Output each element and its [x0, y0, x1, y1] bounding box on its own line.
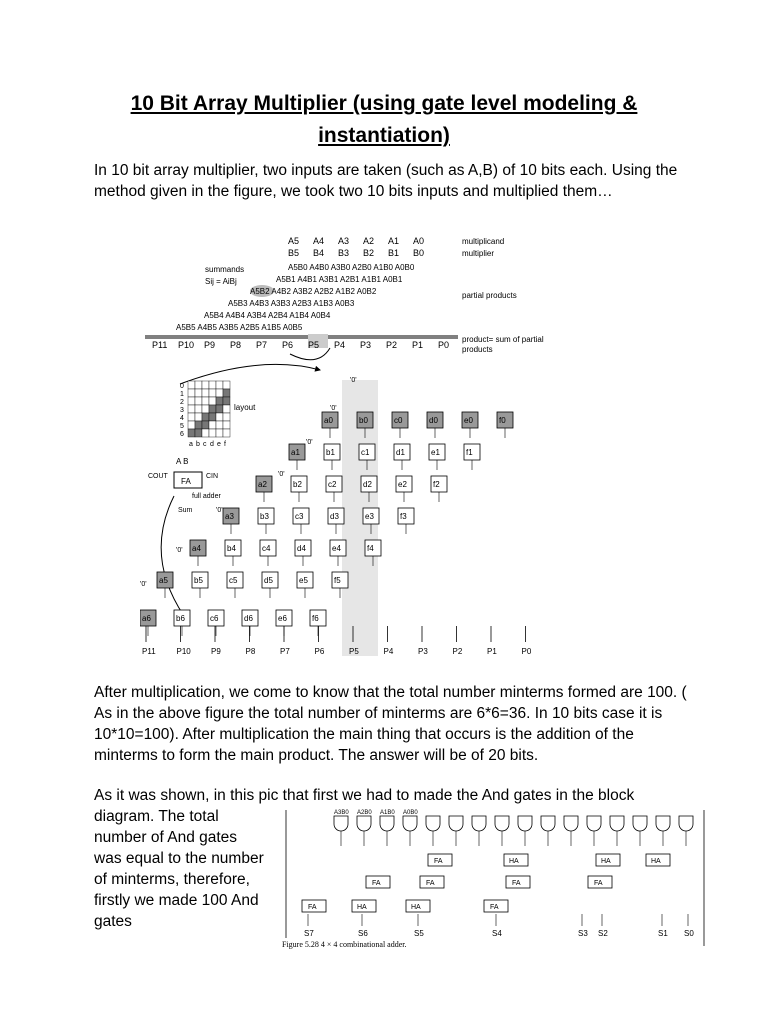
layout-cell — [216, 421, 223, 429]
and-gate — [587, 816, 601, 831]
and-gate — [564, 816, 578, 831]
product-bit: P3 — [360, 340, 372, 350]
multiplicand-bit: A0 — [413, 236, 425, 246]
and-gate — [656, 816, 670, 831]
adder-cell-label: b2 — [293, 480, 302, 489]
title-line-2: instantiation) — [318, 124, 450, 147]
layout-cell — [195, 397, 202, 405]
adder-cell-label: f0 — [499, 416, 506, 425]
adder-cell-label: b4 — [227, 544, 236, 553]
layout-col-label: b — [196, 441, 200, 448]
svg-text:A5B2 A4B2 A3B2 A2B2 A1B2 A0B2: A5B2 A4B2 A3B2 A2B2 A1B2 A0B2 — [250, 287, 377, 296]
layout-cell — [216, 429, 223, 437]
layout-row-label: 0 — [180, 383, 184, 390]
fa-box-label: FA — [512, 880, 521, 887]
fa-box-label: FA — [308, 904, 317, 911]
product-sum-label-2: products — [462, 345, 493, 354]
adder-cell-label: d1 — [396, 448, 405, 457]
layout-cell — [216, 397, 223, 405]
layout-cell — [188, 381, 195, 389]
svg-text:A5B0 A4B0 A3B0 A2B0 A1B0 A0B0: A5B0 A4B0 A3B0 A2B0 A1B0 A0B0 — [288, 263, 415, 272]
fa-box-label: FA — [426, 880, 435, 887]
adder-cell-label: e5 — [299, 576, 308, 585]
layout-cell — [209, 381, 216, 389]
adder-cell-label: d6 — [244, 614, 253, 623]
and-gate — [518, 816, 532, 831]
ha-box-label: HA — [411, 904, 421, 911]
layout-cell — [223, 389, 230, 397]
multiplier-label: multiplier — [462, 249, 495, 258]
product-row — [152, 340, 449, 350]
layout-cell — [195, 405, 202, 413]
layout-cell — [195, 421, 202, 429]
adder-cell-label: a1 — [291, 448, 300, 457]
product-bit: P2 — [386, 340, 398, 350]
multiplicand-bit: A1 — [388, 236, 400, 246]
fa-box-label: FA — [372, 880, 381, 887]
adder-cell-label: a3 — [225, 512, 234, 521]
sij-label: Sij = AiBj — [205, 277, 237, 286]
zero-input-label: '0' — [278, 471, 285, 478]
layout-cell — [202, 429, 209, 437]
multiplicand-label: multiplicand — [462, 237, 505, 246]
output-label: P1 — [487, 647, 497, 656]
layout-cell — [223, 421, 230, 429]
layout-cell — [209, 405, 216, 413]
layout-cell — [223, 405, 230, 413]
adder-cell-label: a4 — [192, 544, 201, 553]
zero-input-label: '0' — [306, 439, 313, 446]
layout-cell — [188, 389, 195, 397]
multiplicand-bit: A2 — [363, 236, 375, 246]
adder-cell-label: f3 — [400, 512, 407, 521]
adder-cell-label: b6 — [176, 614, 185, 623]
title-line-1: 10 Bit Array Multiplier (using gate level modeling & — [130, 92, 638, 115]
adder-cell-label: e4 — [332, 544, 341, 553]
sum-output-label: S7 — [304, 929, 314, 938]
layout-row-label: 6 — [180, 431, 184, 438]
fa-cin-label: CIN — [206, 473, 219, 480]
layout-cell — [216, 381, 223, 389]
and-gate — [610, 816, 624, 831]
layout-col-label: c — [203, 441, 207, 448]
top-input-label: A1B0 — [380, 810, 395, 816]
and-gate — [495, 816, 509, 831]
product-bit: P9 — [204, 340, 216, 350]
adder-cell-label: d3 — [330, 512, 339, 521]
ha-box-label: HA — [357, 904, 367, 911]
fa-cout-label: COUT — [148, 473, 168, 480]
adder-cell-label: f5 — [334, 576, 341, 585]
layout-cell — [223, 413, 230, 421]
output-label: P7 — [280, 647, 290, 656]
layout-cell — [195, 381, 202, 389]
multiplier-bit: B3 — [338, 248, 350, 258]
layout-cell — [195, 429, 202, 437]
and-gate — [679, 816, 693, 831]
zero-input-label: '0' — [176, 547, 183, 554]
layout-cell — [195, 389, 202, 397]
layout-cell — [209, 397, 216, 405]
adder-cell-label: d2 — [363, 480, 372, 489]
zero-input-label: '0' — [140, 581, 147, 588]
full-adder-legend — [148, 457, 221, 616]
partial-products-label: partial products — [462, 291, 517, 300]
ha-box-label: HA — [651, 858, 661, 865]
multiplier-bit: B5 — [288, 248, 300, 258]
adder-cell-label: c6 — [210, 614, 219, 623]
layout-col-label: e — [217, 441, 221, 448]
layout-cell — [202, 381, 209, 389]
and-gate — [380, 816, 394, 831]
adder-cell-label: c0 — [394, 416, 403, 425]
adder-cell-label: b5 — [194, 576, 203, 585]
and-gates-paragraph-continued: diagram. The total number of And gates was equal to the number of minterms, therefore, firstly we made 100 And gates — [94, 808, 264, 930]
top-input-label: A0B0 — [403, 810, 418, 816]
zero-input-label: '0' — [330, 405, 337, 412]
layout-cell — [216, 405, 223, 413]
adder-cell-label: a6 — [142, 614, 151, 623]
and-gate — [334, 816, 348, 831]
multiplication-paragraph: After multiplication, we come to know that the total number minterms formed are 100. ( As in the above figure the total number of minterms are 6*6=36. In 10 bits case it is 10*10=100). After multiplication the main thing that occurs is the addition of the minterms to form the main product. The answer will be of 20 bits. — [94, 684, 687, 764]
fa-box-label: FA — [490, 904, 499, 911]
layout-cell — [195, 413, 202, 421]
layout-col-label: a — [189, 441, 193, 448]
adder-cell-label: d5 — [264, 576, 273, 585]
svg-text:A5B5 A4B5 A3B5 A2B5 A1B5 A0B5: A5B5 A4B5 A3B5 A2B5 A1B5 A0B5 — [176, 323, 303, 332]
product-sum-label-1: product= sum of partial — [462, 335, 544, 344]
output-label: P11 — [142, 647, 156, 656]
layout-label: layout — [234, 403, 256, 412]
and-gate — [472, 816, 486, 831]
output-label: P5 — [349, 647, 359, 656]
output-label: P6 — [314, 647, 325, 656]
fa-box-label: FA — [434, 858, 443, 865]
adder-cell-label: e0 — [464, 416, 473, 425]
product-bit: P8 — [230, 340, 242, 350]
layout-grid — [180, 381, 256, 448]
sum-output-label: S4 — [492, 929, 502, 938]
layout-cell — [202, 421, 209, 429]
bottom-outputs — [142, 626, 532, 656]
sum-output-label: S5 — [414, 929, 424, 938]
top-input-label: A2B0 — [357, 810, 372, 816]
product-bit: P6 — [282, 340, 294, 350]
array-multiplier-figure — [140, 234, 700, 664]
adder-cell-label: c5 — [229, 576, 238, 585]
and-gate — [403, 816, 417, 831]
sum-output-label: S3 — [578, 929, 588, 938]
multiplier-row — [288, 248, 424, 258]
ha-box-label: HA — [509, 858, 519, 865]
multiplicand-row — [288, 236, 424, 246]
layout-cell — [202, 397, 209, 405]
layout-cell — [188, 405, 195, 413]
adder-cell-label: f2 — [433, 480, 440, 489]
sum-output-label: S6 — [358, 929, 368, 938]
adder-cell-label: f1 — [466, 448, 473, 457]
layout-row-label: 1 — [180, 391, 184, 398]
adder-cell-label: c3 — [295, 512, 304, 521]
and-gates-paragraph-line: As it was shown, in this pic that first we had to made the And gates in the block — [94, 787, 635, 804]
zero-input-label: '0' — [216, 507, 223, 514]
top-input-label: A3B0 — [334, 810, 349, 816]
layout-cell — [188, 429, 195, 437]
product-bit: P10 — [178, 340, 195, 350]
adder-cell-label: e2 — [398, 480, 407, 489]
adder-cell-label: b3 — [260, 512, 269, 521]
layout-cell — [209, 389, 216, 397]
layout-row-label: 4 — [180, 415, 184, 422]
adder-cell-label: e1 — [431, 448, 440, 457]
adder-cell-label: c4 — [262, 544, 271, 553]
layout-cell — [209, 413, 216, 421]
adder-cell-label: b1 — [326, 448, 335, 457]
fa-ab-label: A B — [176, 457, 189, 466]
multiplier-bit: B4 — [313, 248, 325, 258]
adder-cell-label: e6 — [278, 614, 287, 623]
summands-label: summands — [205, 265, 245, 274]
layout-cell — [223, 429, 230, 437]
and-gate — [541, 816, 555, 831]
adder-cell-label: f6 — [312, 614, 319, 623]
fa-box-label: FA — [181, 477, 191, 486]
multiplicand-bit: A5 — [288, 236, 300, 246]
multiplier-bit: B0 — [413, 248, 425, 258]
output-label: P0 — [521, 647, 532, 656]
combinational-adder-figure — [278, 806, 708, 956]
output-label: P8 — [245, 647, 256, 656]
layout-cell — [209, 429, 216, 437]
intro-paragraph: In 10 bit array multiplier, two inputs are taken (such as A,B) of 10 bits each. Using the method given in the figure, we took two 10 bits inputs and multiplied them… — [94, 162, 678, 200]
layout-cell — [188, 421, 195, 429]
svg-text:A5B3 A4B3 A3B3 A2B3 A1B3 A0B3: A5B3 A4B3 A3B3 A2B3 A1B3 A0B3 — [228, 299, 355, 308]
multiplicand-bit: A4 — [313, 236, 325, 246]
product-bit: P4 — [334, 340, 346, 350]
layout-cell — [188, 413, 195, 421]
layout-cell — [202, 405, 209, 413]
sum-output-label: S2 — [598, 929, 608, 938]
product-bit: P11 — [152, 340, 168, 350]
ha-box-label: HA — [601, 858, 611, 865]
adder-cell-label: a0 — [324, 416, 333, 425]
layout-row-label: 2 — [180, 399, 184, 406]
adder-cell-label: c1 — [361, 448, 370, 457]
svg-text:A5B1 A4B1 A3B1 A2B1 A1B1 A0B1: A5B1 A4B1 A3B1 A2B1 A1B1 A0B1 — [276, 275, 403, 284]
multiplicand-bit: A3 — [338, 236, 350, 246]
layout-cell — [209, 421, 216, 429]
layout-col-label: f — [224, 441, 226, 448]
adder-cell-label: d4 — [297, 544, 306, 553]
adder-cell-label: b0 — [359, 416, 368, 425]
output-label: P3 — [418, 647, 428, 656]
and-gate — [449, 816, 463, 831]
layout-cell — [202, 389, 209, 397]
layout-cell — [223, 397, 230, 405]
product-bit: P1 — [412, 340, 424, 350]
and-gate — [633, 816, 647, 831]
adder-cell-label: a2 — [258, 480, 267, 489]
layout-cell — [202, 413, 209, 421]
multiplier-bit: B2 — [363, 248, 375, 258]
adder-cell-label: d0 — [429, 416, 438, 425]
layout-cell — [216, 389, 223, 397]
layout-cell — [223, 381, 230, 389]
output-label: P4 — [383, 647, 394, 656]
layout-row-label: 5 — [180, 423, 184, 430]
sum-output-label: S0 — [684, 929, 694, 938]
adder-cell-label: a5 — [159, 576, 168, 585]
output-label: P2 — [452, 647, 463, 656]
adder-cell-label: e3 — [365, 512, 374, 521]
output-label: P9 — [211, 647, 221, 656]
product-bit: P7 — [256, 340, 268, 350]
product-bit: P0 — [438, 340, 450, 350]
svg-text:A5B4 A4B4 A3B4 A2B4 A1B4 A0B4: A5B4 A4B4 A3B4 A2B4 A1B4 A0B4 — [204, 311, 331, 320]
sum-output-label: S1 — [658, 929, 668, 938]
zero-input-label: '0' — [350, 377, 357, 384]
layout-col-label: d — [210, 441, 214, 448]
multiplier-bit: B1 — [388, 248, 400, 258]
product-bit: P5 — [308, 340, 320, 350]
sum-label: Sum — [178, 507, 193, 514]
layout-cell — [188, 397, 195, 405]
adder-cell-label: f4 — [367, 544, 374, 553]
layout-cell — [216, 413, 223, 421]
page-title — [0, 88, 768, 152]
and-gate — [357, 816, 371, 831]
output-label: P10 — [176, 647, 191, 656]
figure2-caption: Figure 5.28 4 × 4 combinational adder. — [282, 940, 407, 949]
layout-row-label: 3 — [180, 407, 184, 414]
full-adder-label: full adder — [192, 493, 221, 500]
adder-cell-label: c2 — [328, 480, 337, 489]
fa-box-label: FA — [594, 880, 603, 887]
and-gate — [426, 816, 440, 831]
